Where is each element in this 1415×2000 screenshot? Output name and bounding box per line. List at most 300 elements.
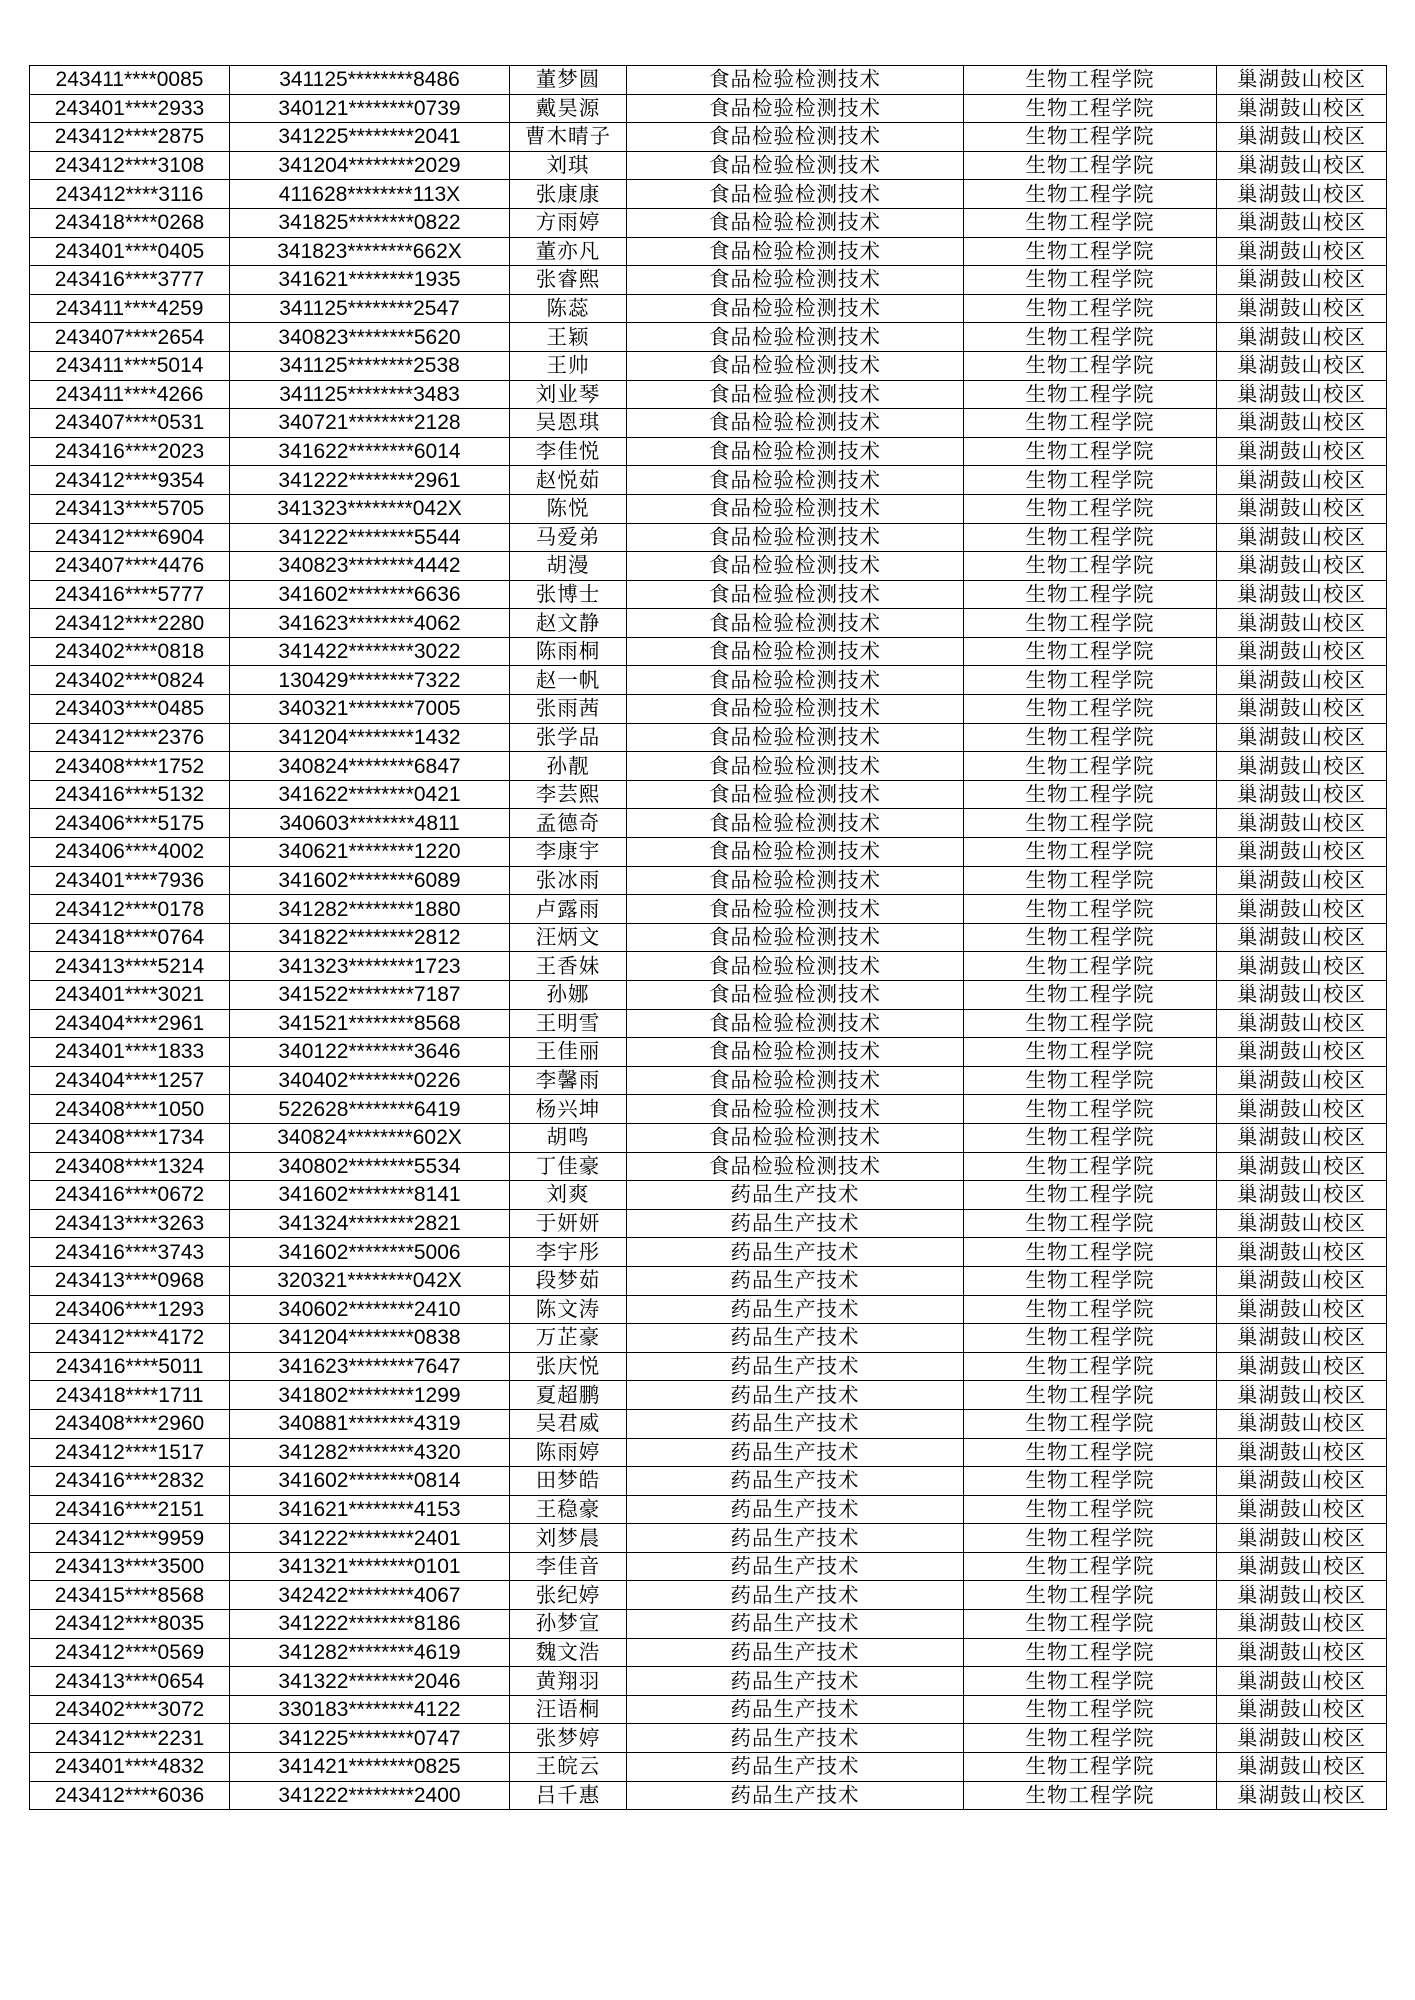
name-cell: 董梦圆 [510,66,627,95]
name-cell: 马爱弟 [510,523,627,552]
id-number-cell: 341225********2041 [230,123,510,152]
name-cell: 李佳悦 [510,437,627,466]
college-cell: 生物工程学院 [964,1295,1217,1324]
name-cell: 孟德奇 [510,809,627,838]
name-cell: 董亦凡 [510,237,627,266]
college-cell: 生物工程学院 [964,752,1217,781]
major-cell: 药品生产技术 [627,1581,964,1610]
table-row [30,1552,1387,1581]
campus-cell: 巢湖鼓山校区 [1217,666,1387,695]
campus-cell: 巢湖鼓山校区 [1217,1381,1387,1410]
id-number-cell: 341622********0421 [230,780,510,809]
major-cell: 食品检验检测技术 [627,866,964,895]
id-number-cell: 341324********2821 [230,1209,510,1238]
college-cell: 生物工程学院 [964,1095,1217,1124]
name-cell: 戴昊源 [510,94,627,123]
student-id-cell: 243416****3743 [30,1238,230,1267]
student-id-cell: 243418****1711 [30,1381,230,1410]
id-number-cell: 341602********6089 [230,866,510,895]
student-id-cell: 243408****1050 [30,1095,230,1124]
id-number-cell: 341321********0101 [230,1552,510,1581]
major-cell: 食品检验检测技术 [627,952,964,981]
student-id-cell: 243407****4476 [30,552,230,581]
table-row [30,1610,1387,1639]
student-id-cell: 243412****3116 [30,180,230,209]
student-id-cell: 243418****0764 [30,923,230,952]
campus-cell: 巢湖鼓山校区 [1217,923,1387,952]
id-number-cell: 341222********5544 [230,523,510,552]
major-cell: 食品检验检测技术 [627,466,964,495]
id-number-cell: 341825********0822 [230,208,510,237]
major-cell: 食品检验检测技术 [627,895,964,924]
name-cell: 李佳音 [510,1552,627,1581]
campus-cell: 巢湖鼓山校区 [1217,1266,1387,1295]
campus-cell: 巢湖鼓山校区 [1217,323,1387,352]
name-cell: 陈文涛 [510,1295,627,1324]
id-number-cell: 341323********1723 [230,952,510,981]
id-number-cell: 341602********0814 [230,1467,510,1496]
id-number-cell: 340603********4811 [230,809,510,838]
college-cell: 生物工程学院 [964,809,1217,838]
student-id-cell: 243407****0531 [30,409,230,438]
campus-cell: 巢湖鼓山校区 [1217,466,1387,495]
student-id-cell: 243412****1517 [30,1438,230,1467]
student-id-cell: 243412****3108 [30,151,230,180]
student-id-cell: 243413****5214 [30,952,230,981]
college-cell: 生物工程学院 [964,1610,1217,1639]
major-cell: 食品检验检测技术 [627,780,964,809]
name-cell: 胡鸣 [510,1123,627,1152]
student-id-cell: 243416****2023 [30,437,230,466]
college-cell: 生物工程学院 [964,1238,1217,1267]
campus-cell: 巢湖鼓山校区 [1217,1181,1387,1210]
major-cell: 药品生产技术 [627,1438,964,1467]
name-cell: 张博士 [510,580,627,609]
college-cell: 生物工程学院 [964,1066,1217,1095]
id-number-cell: 341623********4062 [230,609,510,638]
major-cell: 食品检验检测技术 [627,838,964,867]
name-cell: 夏超鹏 [510,1381,627,1410]
major-cell: 食品检验检测技术 [627,266,964,295]
college-cell: 生物工程学院 [964,1381,1217,1410]
name-cell: 张学品 [510,723,627,752]
table-row [30,466,1387,495]
major-cell: 食品检验检测技术 [627,1009,964,1038]
id-number-cell: 130429********7322 [230,666,510,695]
student-id-cell: 243416****2151 [30,1495,230,1524]
college-cell: 生物工程学院 [964,1495,1217,1524]
campus-cell: 巢湖鼓山校区 [1217,1781,1387,1810]
table-row [30,1753,1387,1782]
table-row [30,294,1387,323]
campus-cell: 巢湖鼓山校区 [1217,1038,1387,1067]
college-cell: 生物工程学院 [964,952,1217,981]
college-cell: 生物工程学院 [964,66,1217,95]
campus-cell: 巢湖鼓山校区 [1217,1438,1387,1467]
table-row [30,1352,1387,1381]
campus-cell: 巢湖鼓山校区 [1217,809,1387,838]
name-cell: 刘琪 [510,151,627,180]
college-cell: 生物工程学院 [964,866,1217,895]
table-row [30,380,1387,409]
major-cell: 食品检验检测技术 [627,323,964,352]
college-cell: 生物工程学院 [964,1266,1217,1295]
major-cell: 食品检验检测技术 [627,494,964,523]
student-id-cell: 243413****3263 [30,1209,230,1238]
campus-cell: 巢湖鼓山校区 [1217,1753,1387,1782]
student-id-cell: 243416****5011 [30,1352,230,1381]
college-cell: 生物工程学院 [964,180,1217,209]
major-cell: 食品检验检测技术 [627,208,964,237]
student-id-cell: 243413****0654 [30,1667,230,1696]
student-id-cell: 243412****9959 [30,1524,230,1553]
id-number-cell: 340721********2128 [230,409,510,438]
major-cell: 药品生产技术 [627,1524,964,1553]
name-cell: 段梦茹 [510,1266,627,1295]
name-cell: 吴恩琪 [510,409,627,438]
student-id-cell: 243412****2280 [30,609,230,638]
campus-cell: 巢湖鼓山校区 [1217,123,1387,152]
college-cell: 生物工程学院 [964,1581,1217,1610]
table-row [30,580,1387,609]
student-id-cell: 243416****5132 [30,780,230,809]
campus-cell: 巢湖鼓山校区 [1217,494,1387,523]
college-cell: 生物工程学院 [964,1038,1217,1067]
id-number-cell: 411628********113X [230,180,510,209]
name-cell: 陈蕊 [510,294,627,323]
college-cell: 生物工程学院 [964,637,1217,666]
college-cell: 生物工程学院 [964,838,1217,867]
campus-cell: 巢湖鼓山校区 [1217,1095,1387,1124]
id-number-cell: 340402********0226 [230,1066,510,1095]
name-cell: 卢露雨 [510,895,627,924]
college-cell: 生物工程学院 [964,1524,1217,1553]
major-cell: 药品生产技术 [627,1753,964,1782]
campus-cell: 巢湖鼓山校区 [1217,866,1387,895]
table-row [30,809,1387,838]
major-cell: 食品检验检测技术 [627,923,964,952]
campus-cell: 巢湖鼓山校区 [1217,1009,1387,1038]
student-id-cell: 243402****0818 [30,637,230,666]
student-id-cell: 243412****4172 [30,1324,230,1353]
college-cell: 生物工程学院 [964,1781,1217,1810]
name-cell: 王香妹 [510,952,627,981]
major-cell: 食品检验检测技术 [627,523,964,552]
major-cell: 食品检验检测技术 [627,1038,964,1067]
id-number-cell: 341225********0747 [230,1724,510,1753]
name-cell: 赵文静 [510,609,627,638]
table-row [30,923,1387,952]
campus-cell: 巢湖鼓山校区 [1217,695,1387,724]
name-cell: 张冰雨 [510,866,627,895]
college-cell: 生物工程学院 [964,723,1217,752]
student-id-cell: 243403****0485 [30,695,230,724]
student-id-cell: 243407****2654 [30,323,230,352]
table-row [30,66,1387,95]
campus-cell: 巢湖鼓山校区 [1217,523,1387,552]
id-number-cell: 341822********2812 [230,923,510,952]
major-cell: 食品检验检测技术 [627,609,964,638]
student-id-cell: 243416****0672 [30,1181,230,1210]
table-row [30,780,1387,809]
table-row [30,1181,1387,1210]
table-row [30,180,1387,209]
student-id-cell: 243404****1257 [30,1066,230,1095]
major-cell: 食品检验检测技术 [627,637,964,666]
campus-cell: 巢湖鼓山校区 [1217,437,1387,466]
name-cell: 陈雨婷 [510,1438,627,1467]
student-id-cell: 243406****1293 [30,1295,230,1324]
college-cell: 生物工程学院 [964,1409,1217,1438]
id-number-cell: 341204********0838 [230,1324,510,1353]
student-id-cell: 243406****5175 [30,809,230,838]
name-cell: 李宇彤 [510,1238,627,1267]
table-row [30,838,1387,867]
campus-cell: 巢湖鼓山校区 [1217,1238,1387,1267]
student-id-cell: 243412****6036 [30,1781,230,1810]
college-cell: 生物工程学院 [964,1009,1217,1038]
name-cell: 孙梦宣 [510,1610,627,1639]
college-cell: 生物工程学院 [964,1152,1217,1181]
campus-cell: 巢湖鼓山校区 [1217,637,1387,666]
table-row [30,609,1387,638]
id-number-cell: 341322********2046 [230,1667,510,1696]
college-cell: 生物工程学院 [964,523,1217,552]
major-cell: 药品生产技术 [627,1495,964,1524]
campus-cell: 巢湖鼓山校区 [1217,266,1387,295]
campus-cell: 巢湖鼓山校区 [1217,1467,1387,1496]
name-cell: 曹木晴子 [510,123,627,152]
major-cell: 药品生产技术 [627,1381,964,1410]
id-number-cell: 341602********5006 [230,1238,510,1267]
campus-cell: 巢湖鼓山校区 [1217,180,1387,209]
id-number-cell: 341421********0825 [230,1753,510,1782]
campus-cell: 巢湖鼓山校区 [1217,981,1387,1010]
name-cell: 赵悦茹 [510,466,627,495]
name-cell: 于妍妍 [510,1209,627,1238]
name-cell: 王明雪 [510,1009,627,1038]
table-row [30,1095,1387,1124]
table-row [30,237,1387,266]
campus-cell: 巢湖鼓山校区 [1217,1409,1387,1438]
name-cell: 吕千惠 [510,1781,627,1810]
name-cell: 孙靓 [510,752,627,781]
table-row [30,1238,1387,1267]
student-id-cell: 243408****1734 [30,1123,230,1152]
student-id-cell: 243401****7936 [30,866,230,895]
major-cell: 药品生产技术 [627,1610,964,1639]
major-cell: 食品检验检测技术 [627,666,964,695]
college-cell: 生物工程学院 [964,1352,1217,1381]
student-id-cell: 243401****2933 [30,94,230,123]
name-cell: 陈悦 [510,494,627,523]
id-number-cell: 341222********2400 [230,1781,510,1810]
campus-cell: 巢湖鼓山校区 [1217,208,1387,237]
college-cell: 生物工程学院 [964,351,1217,380]
student-id-cell: 243408****1324 [30,1152,230,1181]
major-cell: 药品生产技术 [627,1238,964,1267]
major-cell: 药品生产技术 [627,1467,964,1496]
id-number-cell: 341323********042X [230,494,510,523]
table-row [30,695,1387,724]
student-id-cell: 243406****4002 [30,838,230,867]
college-cell: 生物工程学院 [964,1324,1217,1353]
student-id-cell: 243408****1752 [30,752,230,781]
table-row [30,523,1387,552]
major-cell: 药品生产技术 [627,1209,964,1238]
table-row [30,723,1387,752]
id-number-cell: 341222********8186 [230,1610,510,1639]
table-row [30,208,1387,237]
id-number-cell: 342422********4067 [230,1581,510,1610]
name-cell: 胡漫 [510,552,627,581]
name-cell: 赵一帆 [510,666,627,695]
table-row [30,151,1387,180]
major-cell: 药品生产技术 [627,1181,964,1210]
table-row [30,952,1387,981]
table-row [30,1524,1387,1553]
campus-cell: 巢湖鼓山校区 [1217,1724,1387,1753]
table-row [30,666,1387,695]
name-cell: 刘梦晨 [510,1524,627,1553]
campus-cell: 巢湖鼓山校区 [1217,609,1387,638]
table-row [30,409,1387,438]
name-cell: 张梦婷 [510,1724,627,1753]
id-number-cell: 341125********3483 [230,380,510,409]
major-cell: 药品生产技术 [627,1409,964,1438]
major-cell: 食品检验检测技术 [627,552,964,581]
id-number-cell: 341282********1880 [230,895,510,924]
table-row [30,351,1387,380]
college-cell: 生物工程学院 [964,1753,1217,1782]
college-cell: 生物工程学院 [964,1638,1217,1667]
student-id-cell: 243416****5777 [30,580,230,609]
table-row [30,1495,1387,1524]
id-number-cell: 341125********2538 [230,351,510,380]
major-cell: 食品检验检测技术 [627,66,964,95]
table-row [30,1381,1387,1410]
id-number-cell: 341204********2029 [230,151,510,180]
campus-cell: 巢湖鼓山校区 [1217,552,1387,581]
campus-cell: 巢湖鼓山校区 [1217,1209,1387,1238]
name-cell: 孙娜 [510,981,627,1010]
student-id-cell: 243418****0268 [30,208,230,237]
table-row [30,1695,1387,1724]
student-id-cell: 243411****5014 [30,351,230,380]
id-number-cell: 341802********1299 [230,1381,510,1410]
table-row [30,1209,1387,1238]
id-number-cell: 340802********5534 [230,1152,510,1181]
table-row [30,123,1387,152]
major-cell: 药品生产技术 [627,1552,964,1581]
campus-cell: 巢湖鼓山校区 [1217,1610,1387,1639]
name-cell: 陈雨桐 [510,637,627,666]
major-cell: 食品检验检测技术 [627,123,964,152]
student-id-cell: 243416****3777 [30,266,230,295]
id-number-cell: 341602********8141 [230,1181,510,1210]
major-cell: 食品检验检测技术 [627,1152,964,1181]
table-row [30,94,1387,123]
id-number-cell: 341282********4619 [230,1638,510,1667]
campus-cell: 巢湖鼓山校区 [1217,952,1387,981]
id-number-cell: 340122********3646 [230,1038,510,1067]
id-number-cell: 341623********7647 [230,1352,510,1381]
table-row [30,1123,1387,1152]
table-row [30,494,1387,523]
id-number-cell: 341823********662X [230,237,510,266]
college-cell: 生物工程学院 [964,123,1217,152]
college-cell: 生物工程学院 [964,1123,1217,1152]
college-cell: 生物工程学院 [964,1209,1217,1238]
student-id-cell: 243412****2231 [30,1724,230,1753]
college-cell: 生物工程学院 [964,409,1217,438]
college-cell: 生物工程学院 [964,609,1217,638]
name-cell: 方雨婷 [510,208,627,237]
id-number-cell: 341222********2961 [230,466,510,495]
major-cell: 食品检验检测技术 [627,1123,964,1152]
college-cell: 生物工程学院 [964,923,1217,952]
name-cell: 吴君威 [510,1409,627,1438]
table-row [30,1009,1387,1038]
id-number-cell: 330183********4122 [230,1695,510,1724]
college-cell: 生物工程学院 [964,1724,1217,1753]
name-cell: 李芸熙 [510,780,627,809]
college-cell: 生物工程学院 [964,666,1217,695]
student-id-cell: 243411****4266 [30,380,230,409]
campus-cell: 巢湖鼓山校区 [1217,1638,1387,1667]
name-cell: 李馨雨 [510,1066,627,1095]
id-number-cell: 341222********2401 [230,1524,510,1553]
campus-cell: 巢湖鼓山校区 [1217,1581,1387,1610]
id-number-cell: 340602********2410 [230,1295,510,1324]
college-cell: 生物工程学院 [964,1181,1217,1210]
campus-cell: 巢湖鼓山校区 [1217,1152,1387,1181]
college-cell: 生物工程学院 [964,1667,1217,1696]
student-id-cell: 243401****1833 [30,1038,230,1067]
major-cell: 食品检验检测技术 [627,294,964,323]
college-cell: 生物工程学院 [964,237,1217,266]
student-id-cell: 243412****0178 [30,895,230,924]
campus-cell: 巢湖鼓山校区 [1217,66,1387,95]
table-row [30,1038,1387,1067]
name-cell: 张雨茜 [510,695,627,724]
name-cell: 杨兴坤 [510,1095,627,1124]
id-number-cell: 341521********8568 [230,1009,510,1038]
college-cell: 生物工程学院 [964,895,1217,924]
id-number-cell: 341125********2547 [230,294,510,323]
id-number-cell: 341282********4320 [230,1438,510,1467]
campus-cell: 巢湖鼓山校区 [1217,1524,1387,1553]
campus-cell: 巢湖鼓山校区 [1217,895,1387,924]
major-cell: 药品生产技术 [627,1295,964,1324]
table-row [30,866,1387,895]
table-row [30,323,1387,352]
id-number-cell: 341125********8486 [230,66,510,95]
college-cell: 生物工程学院 [964,208,1217,237]
name-cell: 王佳丽 [510,1038,627,1067]
student-id-cell: 243412****0569 [30,1638,230,1667]
campus-cell: 巢湖鼓山校区 [1217,237,1387,266]
id-number-cell: 340823********4442 [230,552,510,581]
table-row [30,1409,1387,1438]
campus-cell: 巢湖鼓山校区 [1217,380,1387,409]
name-cell: 张庆悦 [510,1352,627,1381]
id-number-cell: 341522********7187 [230,981,510,1010]
id-number-cell: 341422********3022 [230,637,510,666]
name-cell: 王稳豪 [510,1495,627,1524]
campus-cell: 巢湖鼓山校区 [1217,780,1387,809]
college-cell: 生物工程学院 [964,266,1217,295]
